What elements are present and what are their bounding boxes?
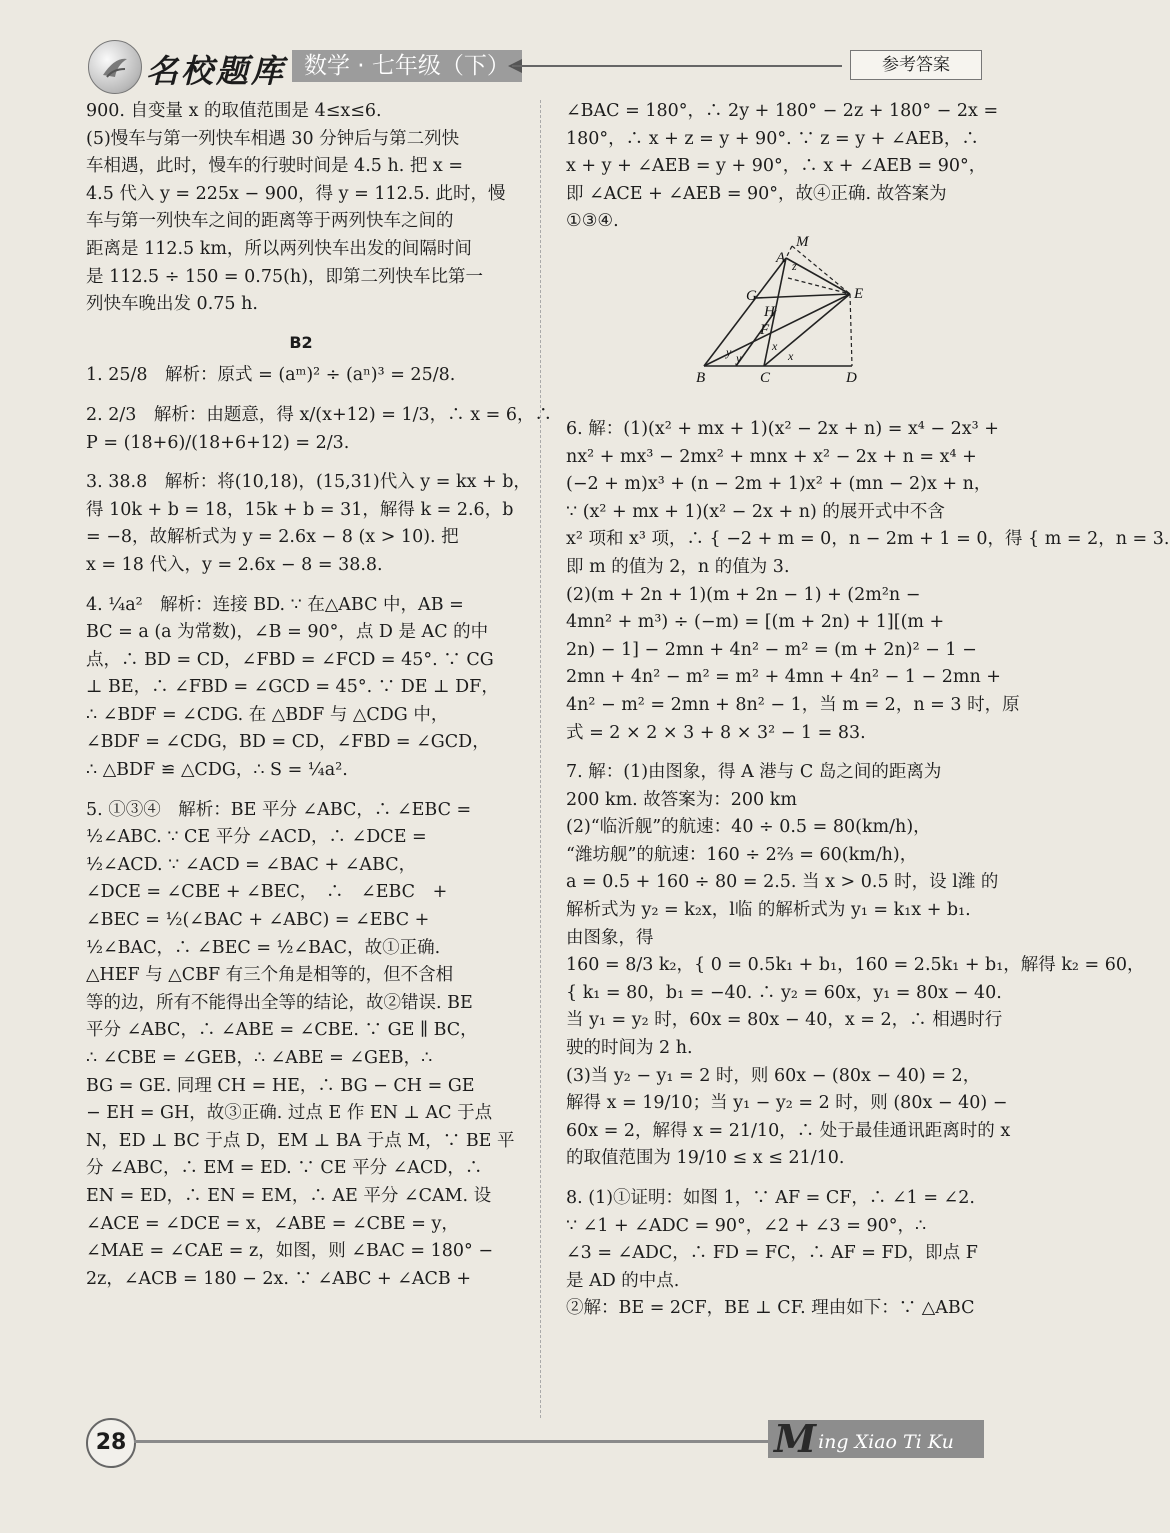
text-line: (5)慢车与第一列快车相遇 30 分钟后与第二列快 bbox=[86, 128, 460, 149]
answer-tag: 参考答案 bbox=[850, 50, 982, 80]
text-line: 平分 ∠ABC，∴ ∠ABE = ∠CBE. ∵ GE ∥ BC， bbox=[86, 1020, 478, 1041]
text-line: (2)“临沂舰”的航速：40 ÷ 0.5 = 80(km/h)， bbox=[566, 817, 931, 838]
text-line: BG = GE. 同理 CH = HE，∴ BG − CH = GE bbox=[86, 1075, 475, 1096]
left-column bbox=[86, 98, 553, 1293]
text-line: ∠DCE = ∠CBE + ∠BEC， ∴ ∠EBC + bbox=[86, 882, 448, 903]
label-x1: x bbox=[772, 339, 778, 353]
text-line: N，ED ⊥ BC 于点 D，EM ⊥ BA 于点 M，∵ BE 平 bbox=[86, 1130, 515, 1151]
emblem-icon bbox=[95, 47, 135, 87]
text-line: = −8，故解析式为 y = 2.6x − 8 (x > 10). 把 bbox=[86, 527, 459, 548]
text-line: ∴ ∠BDF = ∠CDG. 在 △BDF 与 △CDG 中， bbox=[86, 704, 449, 725]
text-line: 列快车晚出发 0.75 h. bbox=[86, 294, 258, 315]
brand-title: 名校题库 bbox=[146, 52, 287, 90]
text-line: − EH = GH，故③正确. 过点 E 作 EN ⊥ AC 于点 bbox=[86, 1103, 493, 1124]
label-f: F bbox=[760, 322, 770, 338]
text-line: 车与第一列快车之间的距离等于两列快车之间的 bbox=[86, 211, 454, 232]
section-heading: B2 bbox=[289, 332, 313, 352]
text-line: ∵ (x² + mx + 1)(x² − 2x + n) 的展开式中不含 bbox=[566, 501, 945, 522]
text-line: { k₁ = 80，b₁ = −40. ∴ y₂ = 60x，y₁ = 80x − 40. bbox=[566, 982, 1002, 1003]
column-divider bbox=[540, 100, 541, 1418]
text-line: ②解：BE = 2CF，BE ⊥ CF. 理由如下：∵ △ABC bbox=[566, 1298, 975, 1319]
text-line: 2. 2/3 解析：由题意，得 x/(x+12) = 1/3，∴ x = 6，∴ bbox=[86, 404, 553, 425]
text-line: (2)(m + 2n + 1)(m + 2n − 1) + (2m²n − bbox=[566, 584, 921, 605]
text-line: 式 = 2 × 2 × 3 + 8 × 3² − 1 = 83. bbox=[566, 722, 866, 743]
text-line: EN = ED，∴ EN = EM，∴ AE 平分 ∠CAM. 设 bbox=[86, 1185, 492, 1206]
text-line: ∴ △BDF ≌ △CDG，∴ S = ¼a². bbox=[86, 760, 348, 781]
text-line: 4n² − m² = 2mn + 8n² − 1，当 m = 2，n = 3 时，原 bbox=[566, 694, 1020, 715]
text-line: 5. ①③④ 解析：BE 平分 ∠ABC，∴ ∠EBC = bbox=[86, 799, 472, 820]
text-line: ½∠ACD. ∵ ∠ACD = ∠BAC + ∠ABC， bbox=[86, 854, 417, 875]
text-line: 4mn² + m³) ÷ (−m) = [(m + 2n) + 1][(m + bbox=[566, 612, 945, 633]
label-a: A bbox=[776, 250, 786, 266]
text-line: 是 112.5 ÷ 150 = 0.75(h)，即第二列快车比第一 bbox=[86, 266, 484, 287]
footer-rule bbox=[134, 1440, 774, 1443]
page-number: 28 bbox=[86, 1418, 136, 1468]
text-line: 900. 自变量 x 的取值范围是 4≤x≤6. bbox=[86, 101, 382, 121]
text-line: nx² + mx³ − 2mx² + mnx + x² − 2x + n = x⁴ + bbox=[566, 446, 977, 467]
text-line: 2n) − 1] − 2mn + 4n² − m² = (m + 2n)² − 1 − bbox=[566, 639, 977, 660]
text-line: BC = a (a 为常数)，∠B = 90°，点 D 是 AC 的中 bbox=[86, 622, 489, 643]
text-line: 4. ¼a² 解析：连接 BD. ∵ 在△ABC 中，AB = bbox=[86, 594, 464, 615]
text-line: 分 ∠ABC，∴ EM = ED. ∵ CE 平分 ∠ACD，∴ bbox=[86, 1158, 483, 1179]
label-b: B bbox=[696, 370, 706, 386]
text-line: 200 km. 故答案为：200 km bbox=[566, 789, 797, 810]
text-line: (3)当 y₂ − y₁ = 2 时，则 60x − (80x − 40) = 2， bbox=[566, 1065, 981, 1086]
text-line: ∠BDF = ∠CDG，BD = CD，∠FBD = ∠GCD， bbox=[86, 732, 490, 753]
text-line: 是 AD 的中点. bbox=[566, 1270, 680, 1291]
text-line: 1. 25/8 解析：原式 = (aᵐ)² ÷ (aⁿ)³ = 25/8. bbox=[86, 365, 456, 386]
text-line: 7. 解：(1)由图象，得 A 港与 C 岛之间的距离为 bbox=[566, 762, 942, 783]
label-y2: y bbox=[736, 351, 742, 365]
text-line: ∠BEC = ½(∠BAC + ∠ABC) = ∠EBC + bbox=[86, 910, 430, 931]
text-line: x² 项和 x³ 项，∴ { −2 + m = 0，n − 2m + 1 = 0，得 { m = 2，n = 3. bbox=[566, 529, 1170, 550]
header-rule bbox=[512, 65, 842, 67]
text-line: 6. 解：(1)(x² + mx + 1)(x² − 2x + n) = x⁴ − 2x³ + bbox=[566, 418, 999, 439]
text-line: P = (18+6)/(18+6+12) = 2/3. bbox=[86, 432, 350, 453]
text-line: ①③④. bbox=[566, 211, 619, 232]
text-line: 8. (1)①证明：如图 1，∵ AF = CF，∴ ∠1 = ∠2. bbox=[566, 1188, 975, 1208]
text-line: ∠3 = ∠ADC，∴ FD = FC，∴ AF = FD，即点 F bbox=[566, 1243, 978, 1264]
logo-emblem bbox=[88, 40, 142, 94]
label-y1: y bbox=[726, 345, 732, 359]
label-e: E bbox=[854, 286, 864, 302]
label-x2: x bbox=[788, 349, 794, 363]
text-line: ∵ ∠1 + ∠ADC = 90°，∠2 + ∠3 = 90°，∴ bbox=[566, 1215, 927, 1236]
text-line: 2z，∠ACB = 180 − 2x. ∵ ∠ABC + ∠ACB + bbox=[86, 1268, 472, 1289]
text-line: 车相遇，此时，慢车的行驶时间是 4.5 h. 把 x = bbox=[86, 156, 464, 177]
text-line: 180°，∴ x + z = y + 90°. ∵ z = y + ∠AEB，∴ bbox=[566, 128, 979, 149]
label-h: H bbox=[764, 304, 775, 320]
text-line: x + y + ∠AEB = y + 90°，∴ x + ∠AEB = 90°， bbox=[566, 156, 987, 177]
label-g: G bbox=[746, 288, 757, 304]
text-line: ½∠ABC. ∵ CE 平分 ∠ACD，∴ ∠DCE = bbox=[86, 827, 427, 848]
text-line: 160 = 8/3 k₂，{ 0 = 0.5k₁ + b₁，160 = 2.5k₁ + b₁，解得 k₂ = 60， bbox=[566, 955, 1145, 976]
text-line: 2mn + 4n² − m² = m² + 4mn + 4n² − 1 − 2mn + bbox=[566, 667, 1001, 688]
text-line: 3. 38.8 解析：将(10,18)，(15,31)代入 y = kx + b， bbox=[86, 472, 531, 493]
label-c: C bbox=[760, 370, 771, 386]
footer-brand bbox=[768, 1416, 984, 1461]
text-line: a = 0.5 + 160 ÷ 80 = 2.5. 当 x > 0.5 时，设 l潍 的 bbox=[566, 872, 999, 893]
text-line: 点，∴ BD = CD，∠FBD = ∠FCD = 45°. ∵ CG bbox=[86, 649, 494, 670]
text-line: ∴ ∠CBE = ∠GEB，∴ ∠ABE = ∠GEB，∴ bbox=[86, 1048, 433, 1068]
text-line: 即 m 的值为 2，n 的值为 3. bbox=[566, 556, 790, 577]
text-line: 解析式为 y₂ = k₂x，l临 的解析式为 y₁ = k₁x + b₁. bbox=[566, 900, 971, 921]
text-line: ⊥ BE，∴ ∠FBD = ∠GCD = 45°. ∵ DE ⊥ DF， bbox=[86, 677, 499, 698]
text-line: 由图象，得 bbox=[566, 927, 654, 948]
text-line: 60x = 2，解得 x = 21/10，∴ 处于最佳通讯距离时的 x bbox=[566, 1120, 1011, 1141]
text-line: ∠MAE = ∠CAE = z，如图，则 ∠BAC = 180° − bbox=[86, 1241, 494, 1262]
text-line: (−2 + m)x³ + (n − 2m + 1)x² + (mn − 2)x + n， bbox=[566, 474, 992, 495]
text-line: 当 y₁ = y₂ 时，60x = 80x − 40，x = 2，∴ 相遇时行 bbox=[566, 1010, 1003, 1031]
footer-brand-initial: M bbox=[774, 1416, 817, 1461]
subject-banner: 数学 · 七年级（下） bbox=[292, 50, 522, 82]
label-z: z bbox=[792, 259, 797, 273]
text-line: 距离是 112.5 km，所以两列快车出发的间隔时间 bbox=[86, 238, 472, 259]
label-d: D bbox=[846, 370, 857, 386]
text-line: x = 18 代入，y = 2.6x − 8 = 38.8. bbox=[86, 554, 383, 575]
footer-brand-text: ing Xiao Ti Ku bbox=[818, 1431, 954, 1453]
text-line: 4.5 代入 y = 225x − 900，得 y = 112.5. 此时，慢 bbox=[86, 183, 506, 204]
text-line: △HEF 与 △CBF 有三个角是相等的，但不含相 bbox=[86, 965, 454, 986]
text-line: ∠BAC = 180°，∴ 2y + 180° − 2z + 180° − 2x = bbox=[566, 101, 999, 121]
text-line: “潍坊舰”的航速：160 ÷ 2⅔ = 60(km/h)， bbox=[566, 844, 918, 865]
text-line: 得 10k + b = 18，15k + b = 31，解得 k = 2.6，b bbox=[86, 499, 514, 520]
text-line: 即 ∠ACE + ∠AEB = 90°，故④正确. 故答案为 bbox=[566, 183, 947, 204]
text-line: 驶的时间为 2 h. bbox=[566, 1038, 693, 1059]
text-line: 等的边，所有不能得出全等的结论，故②错误. BE bbox=[86, 992, 473, 1013]
text-line: 解得 x = 19/10；当 y₁ − y₂ = 2 时，则 (80x − 40) − bbox=[566, 1093, 1008, 1114]
text-line: ½∠BAC，∴ ∠BEC = ½∠BAC，故①正确. bbox=[86, 937, 441, 958]
label-m: M bbox=[796, 234, 809, 250]
text-line: 的取值范围为 19/10 ≤ x ≤ 21/10. bbox=[566, 1148, 845, 1169]
geometry-figure bbox=[692, 232, 872, 384]
text-line: ∠ACE = ∠DCE = x，∠ABE = ∠CBE = y， bbox=[86, 1213, 459, 1234]
